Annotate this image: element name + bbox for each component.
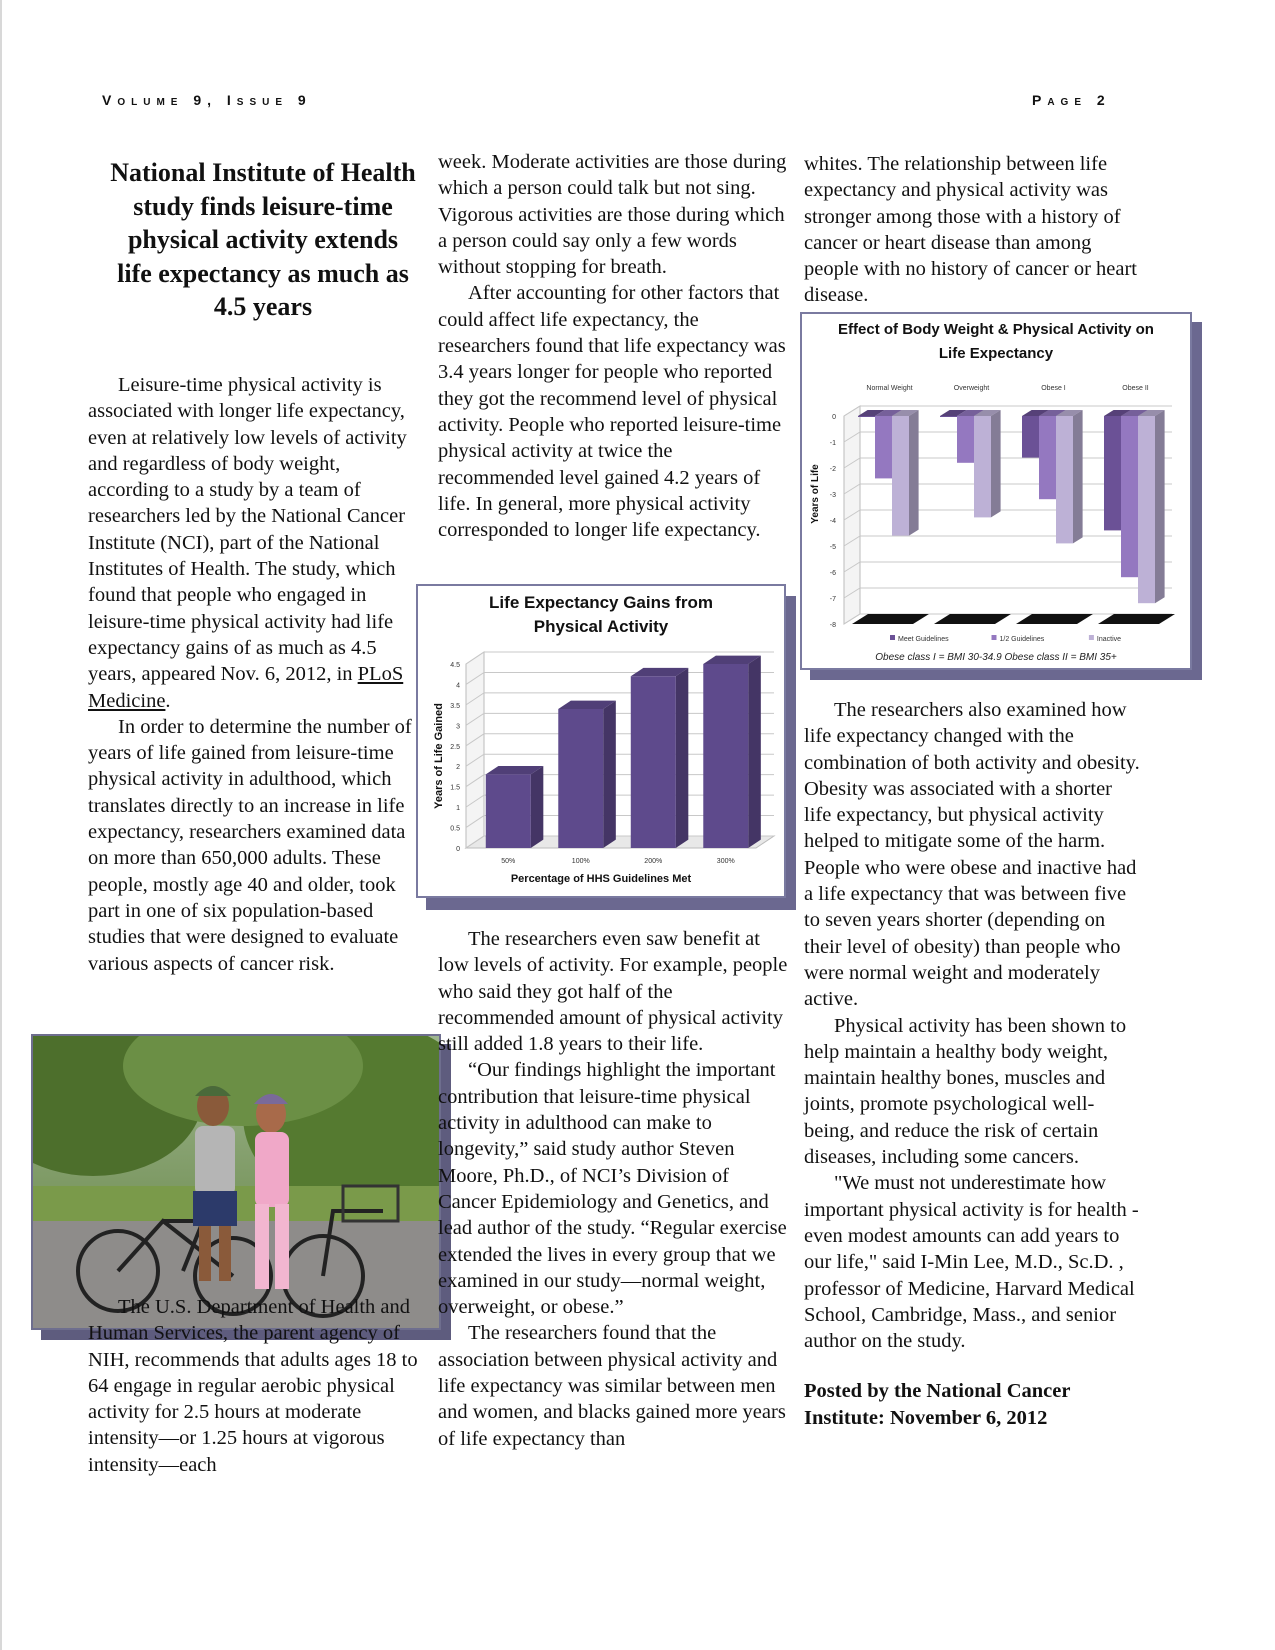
paragraph: The researchers even saw benefit at low levels of activity. For example, people who said they got half of the recommended amount of physical activity still added 1.8 years to their life. <box>438 928 788 1056</box>
y-tick-label: -1 <box>829 440 836 447</box>
paragraph <box>88 372 420 714</box>
paragraph: Physical activity has been shown to help maintain a healthy body weight, maintain healthy bones, muscles and joints, promote psychological well-being, and reduce the risk of certain diseases, including some cancers. <box>804 1014 1127 1169</box>
legend-swatch <box>992 635 997 640</box>
bar <box>703 664 748 848</box>
floor-slab <box>852 614 929 624</box>
y-tick-label: 1 <box>456 805 460 813</box>
y-tick-label: -5 <box>829 544 836 551</box>
bar <box>875 416 892 478</box>
x-tick-label: 200% <box>644 858 663 865</box>
y-tick-label: 2.5 <box>450 743 460 751</box>
column-3-top <box>804 151 1144 309</box>
chart-side-wall <box>466 652 484 848</box>
column-1-bottom <box>88 1294 428 1478</box>
bar <box>892 416 909 536</box>
bar <box>1104 416 1121 530</box>
y-tick-label: -3 <box>829 492 836 499</box>
body-weight-activity-chart <box>800 312 1192 670</box>
bar <box>1039 416 1056 499</box>
paragraph: whites. The relationship between life expectancy and physical activity was stronger among those with a history of cancer or heart disease than among people with no history of cancer or heart disease. <box>804 153 1138 307</box>
x-axis-label: Percentage of HHS Guidelines Met <box>510 873 692 885</box>
article-headline: National Institute of Health study finds leisure-time physical activity extends life expectancy as much as 4.5 years <box>110 158 416 321</box>
paragraph: "We must not underestimate how important physical activity is for health - even modest amounts can add years to our life," said I-Min Lee, M.D., Sc.D. , professor of Medicine, Harvard Medical School, Cambridge, Mass., and senior author on the study. <box>804 1172 1139 1353</box>
paragraph: week. Moderate activities are those during which a person could talk but not sing. Vigorous activities are those during which a person could say only a few words without stopping for breath. <box>438 151 787 279</box>
y-axis-label: Years of Life Gained <box>433 703 445 809</box>
y-tick-label: -2 <box>829 466 836 473</box>
column-2-top <box>438 149 788 543</box>
chart-title-line-2: Life Expectancy <box>938 345 1054 362</box>
paragraph: The U.S. Department of Health and Human Services, the parent agency of NIH, recommends that adults ages 18 to 64 engage in regular aerobic physical activity for 2.5 hours at moderate intensity—or 1.25 hours at vigorous intensity—each <box>88 1296 418 1476</box>
y-tick-label: -8 <box>829 622 836 629</box>
y-tick-label: 3.5 <box>450 702 460 710</box>
column-1-top <box>88 372 420 977</box>
paragraph: After accounting for other factors that could affect life expectancy, the researchers found that life expectancy was 3.4 years longer for people who reported they got the recommend level of physical activity. People who reported leisure-time physical activity at twice the recommended level gained 4.2 years of life. In general, more physical activity corresponded to longer life expectancy. <box>438 282 786 542</box>
bar <box>1121 416 1138 577</box>
bar-side <box>1155 410 1165 603</box>
y-tick-label: 0.5 <box>450 825 460 833</box>
bar <box>558 709 603 848</box>
floor-slab <box>934 614 1011 624</box>
chart-title-line-1: Life Expectancy Gains from <box>489 593 713 612</box>
paragraph: In order to determine the number of years of life gained from leisure-time physical activity in adulthood, which translates directly to an increase in life expectancy, researchers examined data on more than 650,000 adults. These people, mostly age 40 and older, took part in one of six population-based studies that were designed to evaluate various aspects of cancer risk. <box>88 715 412 975</box>
bar <box>940 416 957 417</box>
page-number: Page 2 <box>1032 92 1111 108</box>
category-label: Normal Weight <box>866 385 913 392</box>
chart-note: Obese class I = BMI 30-34.9 Obese class II = BMI 35+ <box>875 652 1117 663</box>
paragraph: The researchers also examined how life expectancy changed with the combination of both activity and obesity. Obesity was associated with a shorter life expectancy, but physical activity helped to mitigate some of the harm. People who were obese and inactive had a life expectancy that was between five to seven years shorter (depending on their level of obesity) than people who were normal weight and moderately active. <box>804 699 1140 1011</box>
paragraph-text: Leisure-time physical activity is associated with longer life expectancy, even at relatively low levels of activity and regardless of body weight, according to a study by a team of researchers led by the National Cancer Institute (NCI), part of the National Institutes of Health. The study, which found that people who engaged in leisure-time physical activity had life expectancy gains of as much as 4.5 years, appeared Nov. 6, 2012, in <box>88 374 407 686</box>
floor-slab <box>1098 614 1175 624</box>
y-tick-label: 0 <box>832 414 836 421</box>
y-tick-label: 2 <box>456 764 460 772</box>
page-edge <box>0 0 2 1650</box>
legend-swatch <box>890 635 895 640</box>
bar-side <box>531 766 544 848</box>
y-tick-label: 4 <box>456 682 460 690</box>
column-3-bottom <box>804 697 1144 1431</box>
x-tick-label: 300% <box>716 858 735 865</box>
chart-title-line-1: Effect of Body Weight & Physical Activity on <box>838 321 1154 338</box>
category-label: Obese II <box>1122 385 1149 392</box>
floor-slab <box>1016 614 1093 624</box>
gridline <box>844 588 1172 598</box>
x-tick-label: 100% <box>571 858 590 865</box>
y-tick-label: 1.5 <box>450 784 460 792</box>
legend-swatch <box>1089 635 1094 640</box>
bar <box>486 774 531 848</box>
y-tick-label: 4.5 <box>450 662 460 669</box>
bar-side <box>676 668 689 848</box>
y-tick-label: -4 <box>829 518 836 525</box>
x-tick-label: 50% <box>501 858 516 865</box>
paragraph-end: . <box>165 689 171 712</box>
y-axis-label: Years of Life <box>810 464 821 524</box>
bar <box>957 416 974 463</box>
y-tick-label: 0 <box>456 846 460 853</box>
life-expectancy-gains-chart <box>416 584 786 898</box>
legend-label: Inactive <box>1096 636 1122 643</box>
bar <box>631 676 676 848</box>
cyclists-photo-illustration <box>33 1036 441 1330</box>
legend-label: 1/2 Guidelines <box>999 636 1045 643</box>
category-label: Overweight <box>953 385 990 392</box>
bar-side <box>909 410 919 536</box>
chart-2-svg <box>802 314 1190 668</box>
legend-label: Meet Guidelines <box>898 636 949 643</box>
bar <box>858 416 875 417</box>
plos-medicine-link[interactable]: PLoS Medicine <box>88 663 404 712</box>
bar <box>1056 416 1073 543</box>
y-tick-label: 3 <box>456 723 460 731</box>
bar <box>1022 416 1039 458</box>
column-2-bottom <box>438 926 788 1452</box>
cyclists-photo <box>31 1034 441 1330</box>
paragraph: “Our findings highlight the important contribution that leisure-time physical activity in adulthood can make to longevity,” said study author Steven Moore, Ph.D., of NCI’s Division of Cancer Epidemiology and Genetics, and lead author of the study. “Regular exercise extended the lives in every group that we examined in our study—normal weight, overweight, or obese.” <box>438 1059 787 1319</box>
bar-side <box>603 701 616 848</box>
y-tick-label: -7 <box>829 596 836 603</box>
y-tick-label: -6 <box>829 570 836 577</box>
chart-1-svg <box>418 586 784 896</box>
bar-side <box>748 656 761 848</box>
bar-side <box>1073 410 1083 543</box>
bar <box>974 416 991 517</box>
issue-label: Volume 9, Issue 9 <box>102 92 312 108</box>
paragraph: The researchers found that the association between physical activity and life expectancy was similar between men and women, and blacks gained more years of life expectancy than <box>438 1322 786 1450</box>
category-label: Obese I <box>1041 385 1066 392</box>
bar-side <box>991 410 1001 517</box>
chart-title-line-2: Physical Activity <box>533 617 669 636</box>
posted-by: Posted by the National Cancer Institute: November 6, 2012 <box>804 1380 1071 1429</box>
bar <box>1138 416 1155 603</box>
